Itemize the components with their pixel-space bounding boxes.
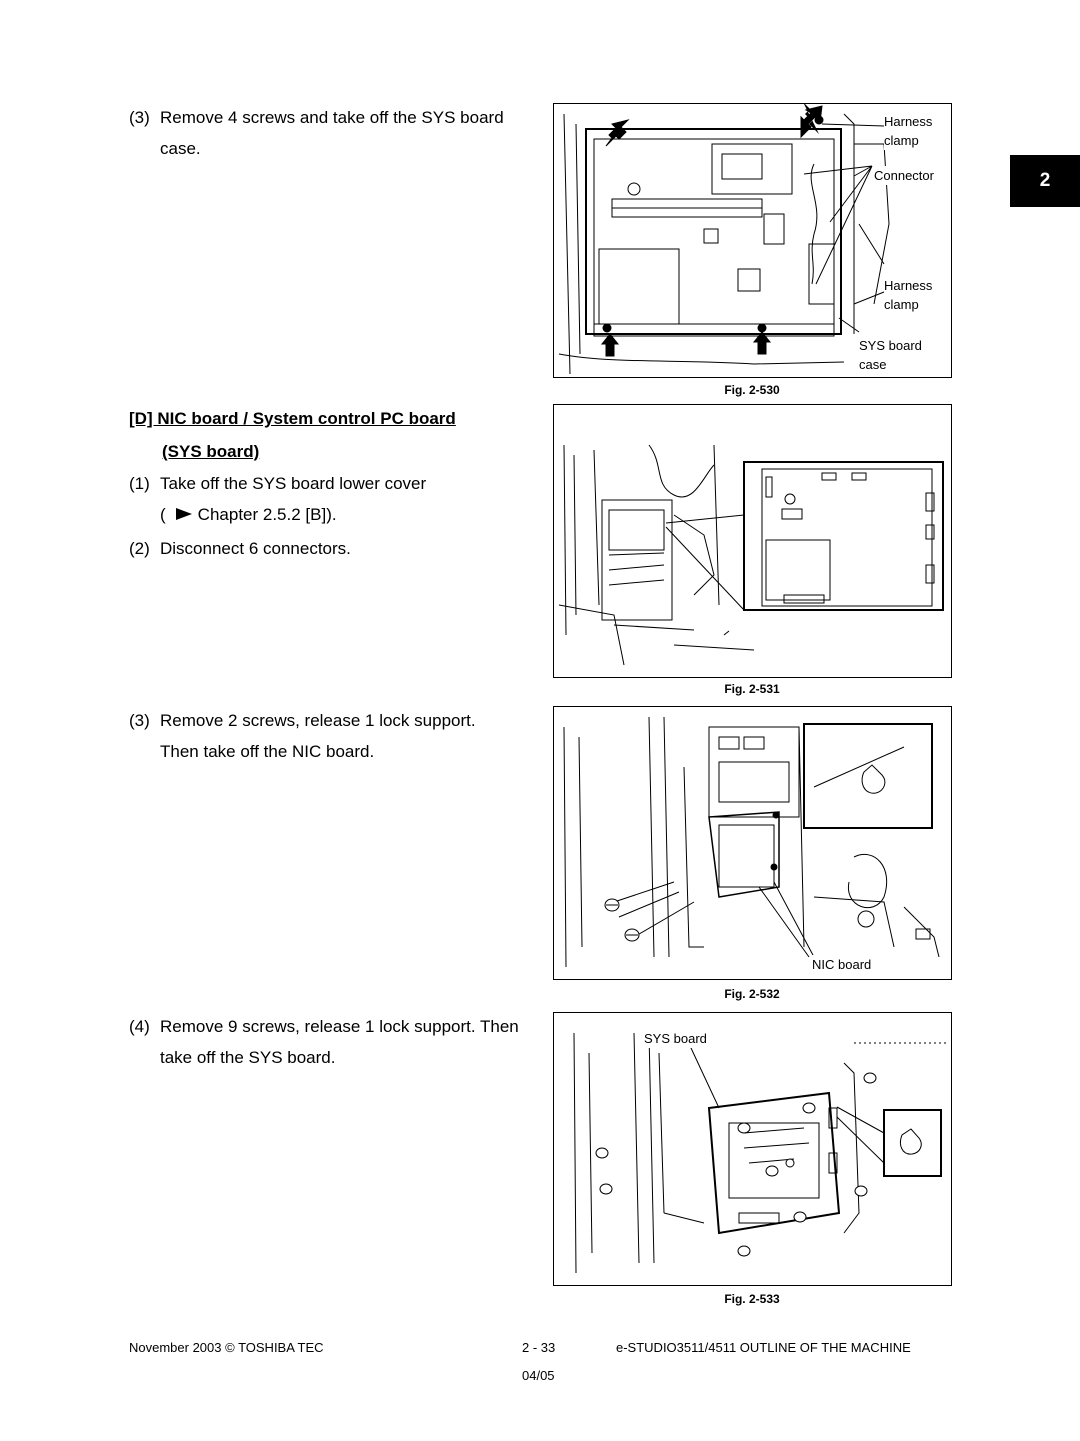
figure-2-531 bbox=[553, 404, 952, 678]
step-3-remove-nic-board bbox=[129, 705, 539, 767]
footer-copyright: November 2003 © TOSHIBA TEC bbox=[129, 1340, 324, 1355]
chapter-reference-text: Chapter 2.5.2 [B]). bbox=[197, 505, 337, 524]
step-number: (2) bbox=[129, 539, 150, 558]
chapter-tab: 2 bbox=[1010, 155, 1080, 207]
step-text-line1: Remove 9 screws, release 1 lock support. Then bbox=[160, 1017, 519, 1036]
sys-board-lower-cover-illustration bbox=[554, 405, 951, 677]
step-4-remove-sys-board bbox=[129, 1011, 539, 1073]
figure-2-530 bbox=[553, 103, 952, 378]
figure-caption: Fig. 2-533 bbox=[724, 1292, 780, 1306]
step-text-line1: Disconnect 6 connectors. bbox=[160, 539, 351, 558]
callout-harness-clamp-bottom: Harness clamp bbox=[884, 278, 933, 312]
figure-caption: Fig. 2-531 bbox=[724, 682, 780, 696]
section-heading-line1: [D] NIC board / System control PC board bbox=[129, 409, 456, 428]
callout-connector: Connector bbox=[874, 168, 934, 183]
step-number: (3) bbox=[129, 711, 150, 730]
step-number: (4) bbox=[129, 1017, 150, 1036]
figure-caption: Fig. 2-530 bbox=[724, 383, 780, 397]
step-text-line1: Remove 2 screws, release 1 lock support. bbox=[160, 711, 476, 730]
nic-board-removal-illustration bbox=[554, 707, 951, 979]
sys-board-removal-illustration bbox=[554, 1013, 951, 1285]
step-number: (3) bbox=[129, 108, 150, 127]
callout-sys-board-case: SYS board case bbox=[859, 338, 922, 372]
step-1-take-off-lower-cover bbox=[129, 468, 529, 530]
footer-revision-date: 04/05 bbox=[522, 1368, 555, 1383]
step-text-line2: Then take off the NIC board. bbox=[160, 742, 375, 761]
section-heading-line2: (SYS board) bbox=[162, 442, 260, 461]
chapter-reference bbox=[160, 499, 337, 530]
step-number: (1) bbox=[129, 474, 150, 493]
figure-caption: Fig. 2-532 bbox=[724, 987, 780, 1001]
step-text-line1: Take off the SYS board lower cover bbox=[160, 474, 427, 493]
footer-page-number: 2 - 33 bbox=[522, 1340, 556, 1355]
figure-2-532 bbox=[553, 706, 952, 980]
figure-2-533 bbox=[553, 1012, 952, 1286]
callout-nic-board: NIC board bbox=[812, 957, 872, 972]
step-text-line2: case. bbox=[160, 139, 201, 158]
callout-sys-board: SYS board bbox=[644, 1031, 707, 1046]
step-2-disconnect-connectors bbox=[129, 533, 529, 564]
ref-open-paren: ( bbox=[160, 505, 166, 524]
step-text-line1: Remove 4 screws and take off the SYS board bbox=[160, 108, 504, 127]
step-3-remove-sys-board-case bbox=[129, 102, 539, 164]
callout-harness-clamp-top: Harness clamp bbox=[884, 114, 933, 148]
footer-document-title: e-STUDIO3511/4511 OUTLINE OF THE MACHINE bbox=[616, 1340, 911, 1355]
pointer-triangle-icon bbox=[174, 507, 194, 521]
step-text-line2: take off the SYS board. bbox=[160, 1048, 336, 1067]
